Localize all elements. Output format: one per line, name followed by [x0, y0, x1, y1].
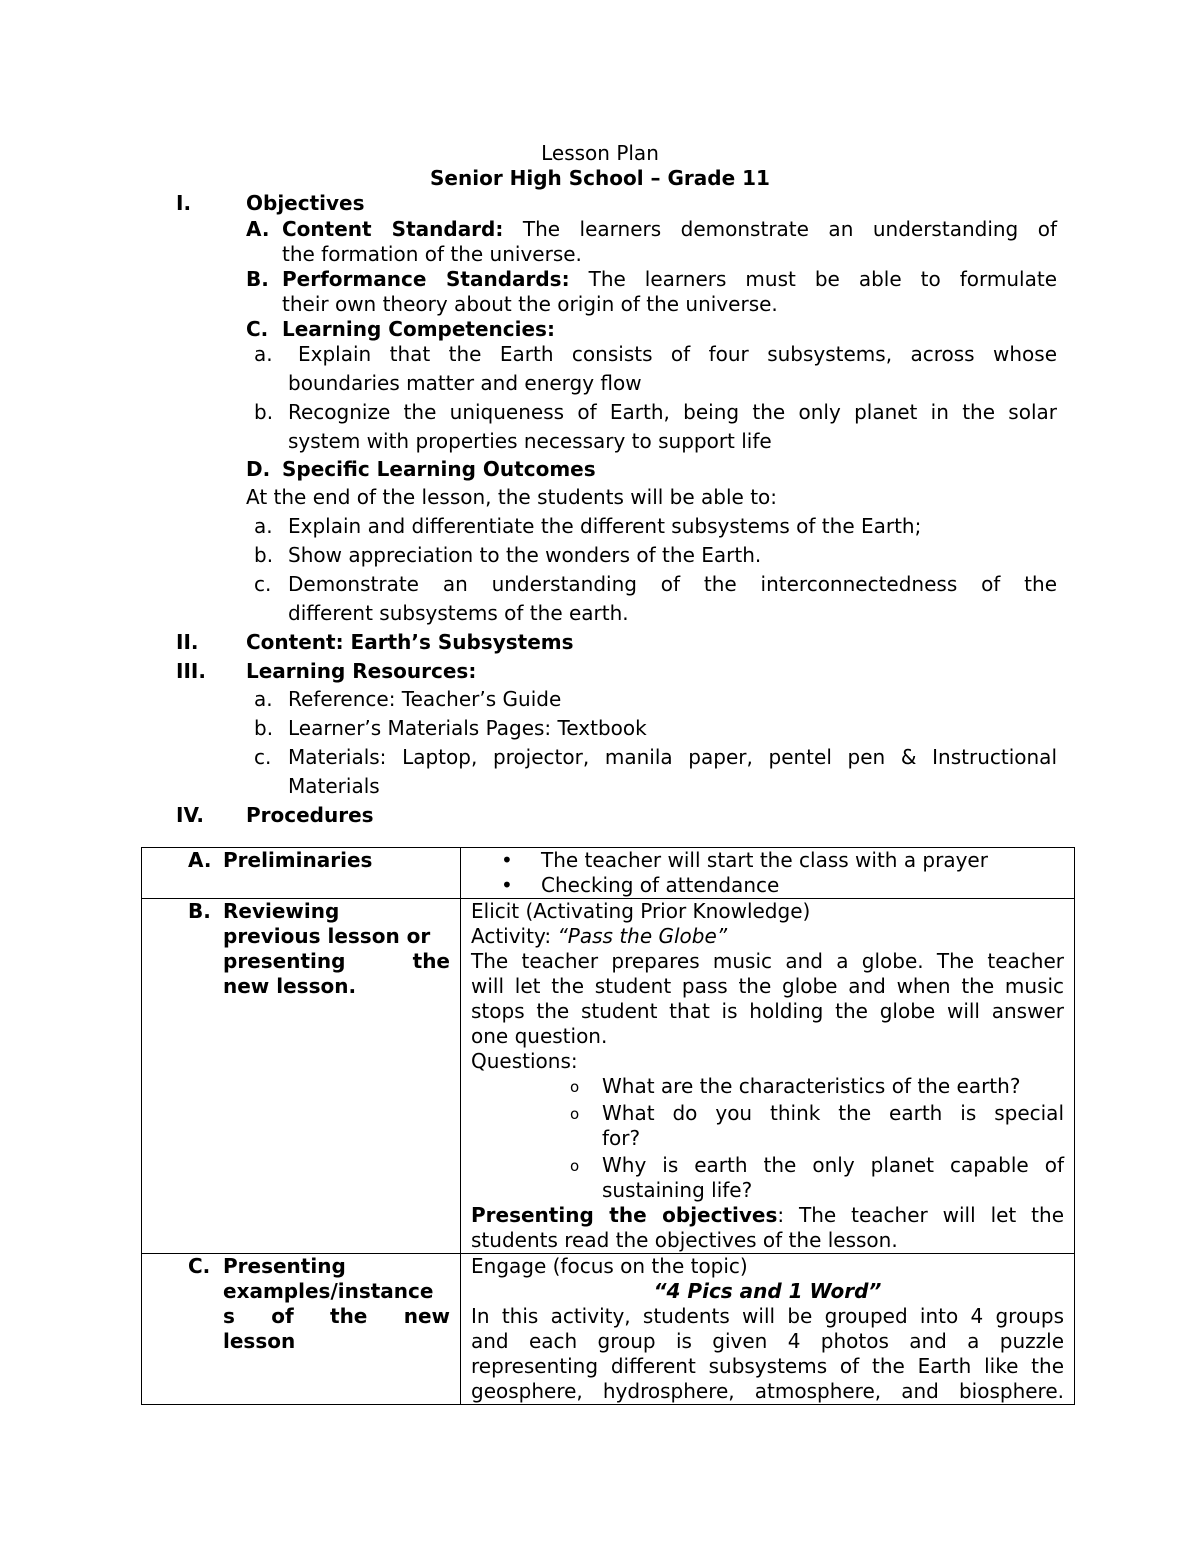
activity-line	[471, 924, 1064, 949]
competency-marker: b.	[254, 400, 274, 424]
activity-name: “Pass the Globe”	[557, 924, 728, 948]
content-standard-line2: the formation of the universe.	[282, 242, 582, 266]
outcome-marker: b.	[254, 543, 274, 567]
procedure-label	[142, 899, 460, 999]
section-numeral-procedures: IV.	[176, 803, 204, 827]
circle-bullet-icon: o	[570, 1078, 580, 1096]
circle-bullet-icon: o	[570, 1157, 580, 1175]
document-title: Lesson Plan	[541, 141, 659, 165]
description-line: In this activity, students will be grouped into 4 groups	[471, 1304, 1064, 1328]
procedure-content-cell	[461, 1254, 1075, 1405]
objectives-block	[461, 1203, 1074, 1253]
content-standard-letter: A.	[246, 217, 270, 241]
resource-line: Reference: Teacher’s Guide	[288, 687, 562, 711]
resource-marker: a.	[254, 687, 273, 711]
specific-outcomes-letter: D.	[246, 457, 271, 481]
procedure-label-line: s of the new	[223, 1304, 450, 1328]
bullet-text: Checking of attendance	[541, 873, 780, 897]
elicit-block	[461, 899, 1074, 1074]
specific-outcomes-intro: At the end of the lesson, the students will be able to:	[246, 485, 778, 509]
procedure-label-cell	[142, 1254, 461, 1405]
procedure-label	[142, 848, 460, 873]
presenting-objectives-text: : The teacher will let the	[777, 1203, 1064, 1227]
procedure-label-line: Presenting	[223, 1254, 346, 1278]
description-line: The teacher prepares music and a globe. The teacher	[471, 949, 1064, 973]
document-subtitle: Senior High School – Grade 11	[430, 166, 770, 190]
procedure-label-line: previous lesson or	[223, 924, 431, 948]
section-heading-procedures: Procedures	[246, 803, 374, 827]
description-line: will let the student pass the globe and when the music	[471, 974, 1064, 998]
elicit-heading: Elicit (Activating Prior Knowledge)	[471, 899, 811, 923]
bullet-text: The teacher will start the class with a prayer	[541, 848, 988, 872]
procedure-label-cell	[142, 848, 461, 899]
resource-marker: b.	[254, 716, 274, 740]
competency-line: Explain that the Earth consists of four subsystems, across whose	[298, 342, 1057, 366]
resource-line: Learner’s Materials Pages: Textbook	[288, 716, 647, 740]
performance-standards-label: Performance Standards:	[282, 267, 570, 291]
competency-marker: a.	[254, 342, 273, 366]
objectives-line	[471, 1203, 1064, 1228]
content-standard-label: Content Standard:	[282, 217, 504, 241]
outcome-line: Demonstrate an understanding of the interconnectedness of the	[288, 572, 1057, 596]
section-heading-resources: Learning Resources:	[246, 659, 477, 683]
procedure-letter: B.	[188, 899, 211, 923]
outcome-marker: a.	[254, 514, 273, 538]
performance-standards-line2: their own theory about the origin of the universe.	[282, 292, 778, 316]
specific-outcomes-label: Specific Learning Outcomes	[282, 457, 596, 481]
circle-bullet-icon: o	[570, 1105, 580, 1123]
procedure-label	[142, 1254, 460, 1354]
section-numeral-objectives: I.	[176, 191, 192, 215]
competency-line: Recognize the uniqueness of Earth, being the only planet in the solar	[288, 400, 1057, 424]
resource-line: Materials	[288, 774, 380, 798]
procedure-letter: C.	[188, 1254, 211, 1278]
list-item	[461, 848, 1074, 873]
section-numeral-resources: III.	[176, 659, 206, 683]
description-line: geosphere, hydrosphere, atmosphere, and biosphere.	[471, 1379, 1064, 1403]
questions-label: Questions:	[471, 1049, 578, 1073]
question-line: Why is earth the only planet capable of	[602, 1153, 1064, 1177]
bullet-icon: •	[501, 873, 513, 897]
engage-block	[461, 1254, 1074, 1404]
competency-line: boundaries matter and energy flow	[288, 371, 642, 395]
description-line: stops the student that is holding the globe will answer	[471, 999, 1064, 1023]
question-line: What do you think the earth is special	[602, 1101, 1064, 1125]
procedures-table	[141, 847, 1075, 1405]
outcome-marker: c.	[254, 572, 272, 596]
table-row	[142, 848, 1075, 899]
section-heading-objectives: Objectives	[246, 191, 365, 215]
learning-competencies-letter: C.	[246, 317, 269, 341]
procedure-label-cell	[142, 899, 461, 1254]
resource-line: Materials: Laptop, projector, manila paper, pentel pen & Instructional	[288, 745, 1057, 769]
procedure-label-line: Reviewing	[223, 899, 340, 923]
performance-standards-text: The learners must be able to formulate	[588, 267, 1058, 291]
resource-marker: c.	[254, 745, 272, 769]
procedure-letter: A.	[188, 848, 212, 872]
procedure-label-line: presenting the	[223, 949, 450, 973]
activity-prefix: Activity:	[471, 924, 558, 948]
question-item	[461, 1101, 1074, 1151]
performance-standards-letter: B.	[246, 267, 269, 291]
procedure-content-cell	[461, 848, 1075, 899]
engage-heading: Engage (focus on the topic)	[471, 1254, 748, 1278]
section-numeral-content: II.	[176, 630, 199, 654]
outcome-line: Show appreciation to the wonders of the Earth.	[288, 543, 762, 567]
description-line: one question.	[471, 1024, 608, 1048]
procedure-label-line: lesson	[223, 1329, 296, 1353]
question-line: for?	[602, 1126, 641, 1150]
activity-name: “4 Pics and 1 Word”	[653, 1279, 882, 1303]
content-standard-line1	[282, 217, 1057, 242]
description-line: and each group is given 4 photos and a puzzle	[471, 1329, 1064, 1353]
table-row	[142, 1254, 1075, 1405]
content-standard-text: The learners demonstrate an understanding of	[522, 217, 1058, 241]
bullet-icon: •	[501, 848, 513, 872]
learning-competencies-label: Learning Competencies:	[282, 317, 555, 341]
list-item	[461, 873, 1074, 898]
question-line: sustaining life?	[602, 1178, 753, 1202]
procedure-label-line: examples/instance	[223, 1279, 434, 1303]
competency-line: system with properties necessary to support life	[288, 429, 772, 453]
question-item	[461, 1074, 1074, 1099]
performance-standards-line1	[282, 267, 1057, 292]
table-row	[142, 899, 1075, 1254]
objectives-line: students read the objectives of the lesson.	[471, 1228, 898, 1252]
section-heading-content: Content: Earth’s Subsystems	[246, 630, 574, 654]
question-line: What are the characteristics of the earth?	[602, 1074, 1021, 1098]
procedure-content-cell	[461, 899, 1075, 1254]
description-line: representing different subsystems of the Earth like the	[471, 1354, 1064, 1378]
presenting-objectives-label: Presenting the objectives	[471, 1203, 778, 1227]
outcome-line: Explain and differentiate the different subsystems of the Earth;	[288, 514, 922, 538]
procedure-label-line: Preliminaries	[223, 848, 373, 872]
procedure-label-line: new lesson.	[223, 974, 357, 998]
outcome-line: different subsystems of the earth.	[288, 601, 629, 625]
question-item	[461, 1153, 1074, 1203]
